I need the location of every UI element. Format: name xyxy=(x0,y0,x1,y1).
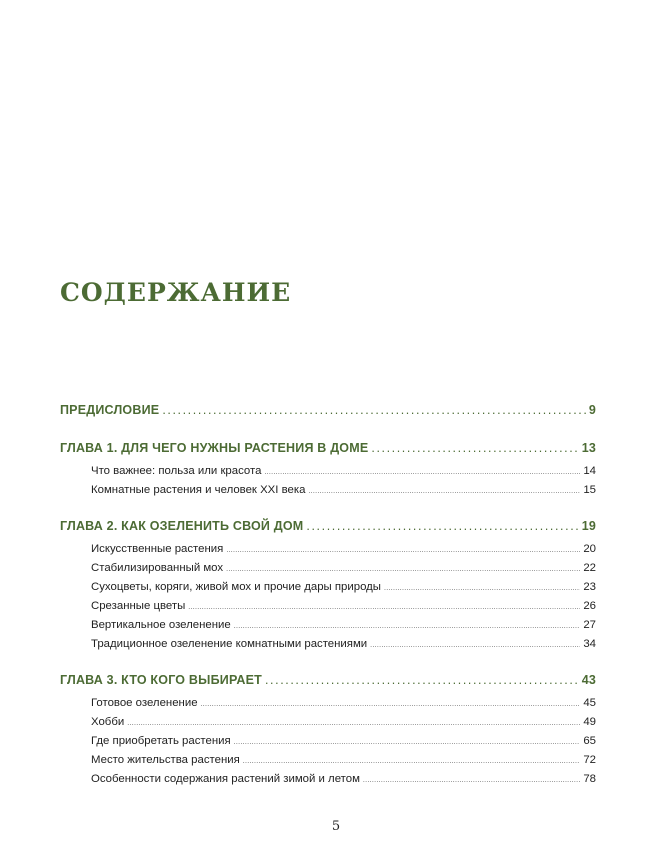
dot-leader xyxy=(384,579,580,598)
dot-leader xyxy=(370,636,580,655)
toc-entry-label: Традиционное озеленение комнатными растениями xyxy=(91,638,368,650)
dot-leader xyxy=(371,436,578,460)
toc-entry-preface[interactable] xyxy=(60,398,596,422)
toc-entry-section[interactable] xyxy=(60,578,596,597)
dot-leader xyxy=(363,771,580,790)
toc-chapter-1 xyxy=(60,436,596,500)
toc-entry-page: 13 xyxy=(581,441,596,455)
toc-entry-section[interactable] xyxy=(60,751,596,770)
dot-leader xyxy=(265,668,579,692)
toc-entry-page: 26 xyxy=(583,600,596,612)
toc-entry-label: Стабилизированный мох xyxy=(91,562,224,574)
toc-entry-chapter[interactable] xyxy=(60,514,596,538)
toc-chapter-3 xyxy=(60,668,596,789)
toc-entry-label: Особенности содержания растений зимой и летом xyxy=(91,773,360,785)
dot-leader xyxy=(226,541,580,560)
table-of-contents xyxy=(60,398,596,789)
dot-leader xyxy=(264,463,580,482)
toc-chapter-2 xyxy=(60,514,596,654)
toc-entry-page: 19 xyxy=(581,519,596,533)
toc-entry-label: ГЛАВА 3. КТО КОГО ВЫБИРАЕТ xyxy=(60,673,262,687)
toc-entry-page: 27 xyxy=(583,619,596,631)
toc-entry-page: 14 xyxy=(583,465,596,477)
dot-leader xyxy=(127,714,580,733)
toc-entry-label: Хобби xyxy=(91,716,125,728)
toc-entry-page: 34 xyxy=(583,638,596,650)
dot-leader xyxy=(162,398,586,422)
toc-entry-page: 15 xyxy=(583,484,596,496)
toc-entry-label: ГЛАВА 1. ДЛЯ ЧЕГО НУЖНЫ РАСТЕНИЯ В ДОМЕ xyxy=(60,441,369,455)
toc-entry-label: ГЛАВА 2. КАК ОЗЕЛЕНИТЬ СВОЙ ДОМ xyxy=(60,519,304,533)
toc-entry-label: ПРЕДИСЛОВИЕ xyxy=(60,403,160,417)
toc-entry-section[interactable] xyxy=(60,481,596,500)
toc-entry-label: Вертикальное озеленение xyxy=(91,619,231,631)
toc-entry-label: Комнатные растения и человек XXI века xyxy=(91,484,306,496)
toc-entry-page: 45 xyxy=(583,697,596,709)
toc-entry-label: Искусственные растения xyxy=(91,543,224,555)
toc-entry-page: 78 xyxy=(583,773,596,785)
toc-entry-page: 65 xyxy=(583,735,596,747)
toc-entry-page: 49 xyxy=(583,716,596,728)
dot-leader xyxy=(234,617,581,636)
toc-entry-section[interactable] xyxy=(60,732,596,751)
toc-entry-section[interactable] xyxy=(60,597,596,616)
toc-entry-page: 72 xyxy=(583,754,596,766)
toc-entry-label: Где приобретать растения xyxy=(91,735,231,747)
toc-entry-page: 22 xyxy=(583,562,596,574)
toc-entry-page: 23 xyxy=(583,581,596,593)
dot-leader xyxy=(201,695,581,714)
dot-leader xyxy=(243,752,581,771)
toc-entry-page: 9 xyxy=(588,403,596,417)
dot-leader xyxy=(226,560,580,579)
toc-entry-page: 43 xyxy=(581,673,596,687)
dot-leader xyxy=(234,733,581,752)
toc-entry-label: Срезанные цветы xyxy=(91,600,186,612)
toc-entry-section[interactable] xyxy=(60,559,596,578)
toc-entry-section[interactable] xyxy=(60,694,596,713)
toc-entry-label: Готовое озеленение xyxy=(91,697,198,709)
toc-entry-section[interactable] xyxy=(60,770,596,789)
toc-entry-label: Что важнее: польза или красота xyxy=(91,465,262,477)
toc-entry-chapter[interactable] xyxy=(60,668,596,692)
toc-entry-section[interactable] xyxy=(60,462,596,481)
toc-entry-section[interactable] xyxy=(60,713,596,732)
toc-entry-section[interactable] xyxy=(60,540,596,559)
toc-entry-section[interactable] xyxy=(60,616,596,635)
toc-entry-section[interactable] xyxy=(60,635,596,654)
toc-entry-page: 20 xyxy=(583,543,596,555)
dot-leader xyxy=(306,514,578,538)
page-number: 5 xyxy=(331,819,341,834)
toc-entry-label: Место жительства растения xyxy=(91,754,240,766)
toc-entry-chapter[interactable] xyxy=(60,436,596,460)
toc-title: СОДЕРЖАНИЕ xyxy=(60,278,292,307)
toc-entry-label: Сухоцветы, коряги, живой мох и прочие дары природы xyxy=(91,581,381,593)
dot-leader xyxy=(308,482,580,501)
dot-leader xyxy=(188,598,580,617)
